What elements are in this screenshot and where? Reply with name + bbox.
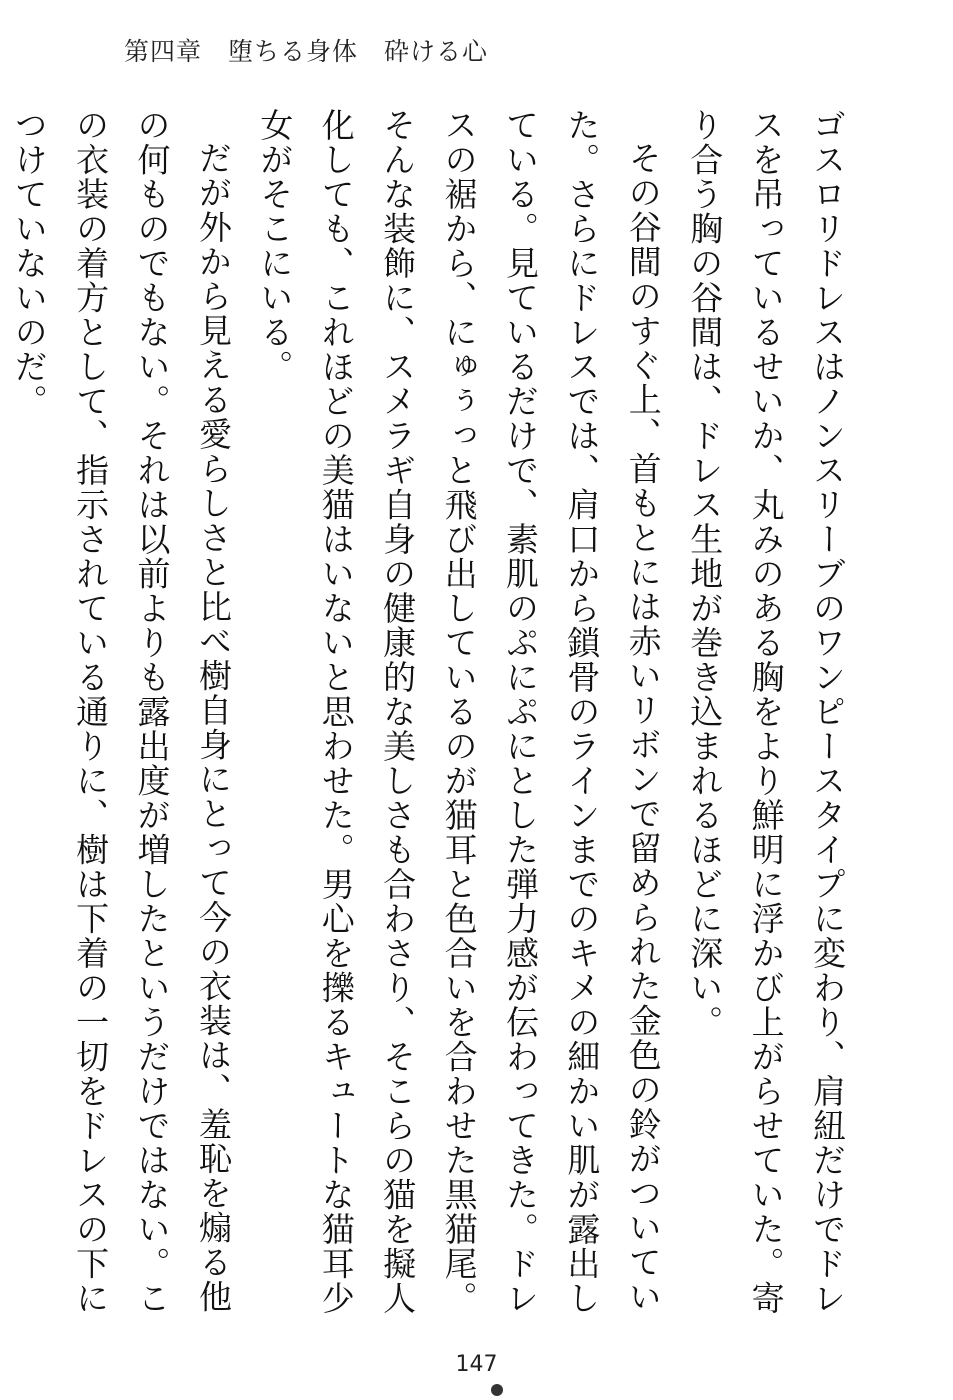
paragraph: ゴスロリドレスはノンスリーブのワンピースタイプに変わり、肩紐だけでドレスを吊っているせいか、丸みのある胸をより鮮明に浮かび上がらせていた。寄り合う胸の谷間は、ドレス生地が巻き込まれるほどに深い。: [685, 108, 847, 1316]
running-head: 第四章 堕ちる身体 砕ける心: [124, 37, 489, 66]
body-text: [0, 108, 858, 1348]
paragraph: その谷間のすぐ上、首もとには赤いリボンで留められた金色の鈴がついていた。さらにドレスでは、肩口から鎖骨のラインまでのキメの細かい肌が露出している。見ているだけで、素肌のぷにぷにとした弾力感が伝わってきた。ドレスの裾から、にゅぅっと飛び出しているのが猫耳と色合いを合わせた黒猫尾。そんな装飾に、スメラギ自身の健康的な美しさも合わさり、そこらの猫を擬人化しても、これほどの美猫はいないと思わせた。男心を擽るキュートな猫耳少女がそこにいる。: [255, 108, 663, 1316]
folio-dot-ornament: [491, 1384, 503, 1396]
page-number: 147: [455, 1352, 498, 1377]
paragraph: だが外から見える愛らしさと比べ樹自身にとって今の衣装は、羞恥を煽る他の何ものでもない。それは以前よりも露出度が増したというだけではない。この衣装の着方として、指示されている通りに、樹は下着の一切をドレスの下につけていないのだ。: [9, 108, 233, 1316]
